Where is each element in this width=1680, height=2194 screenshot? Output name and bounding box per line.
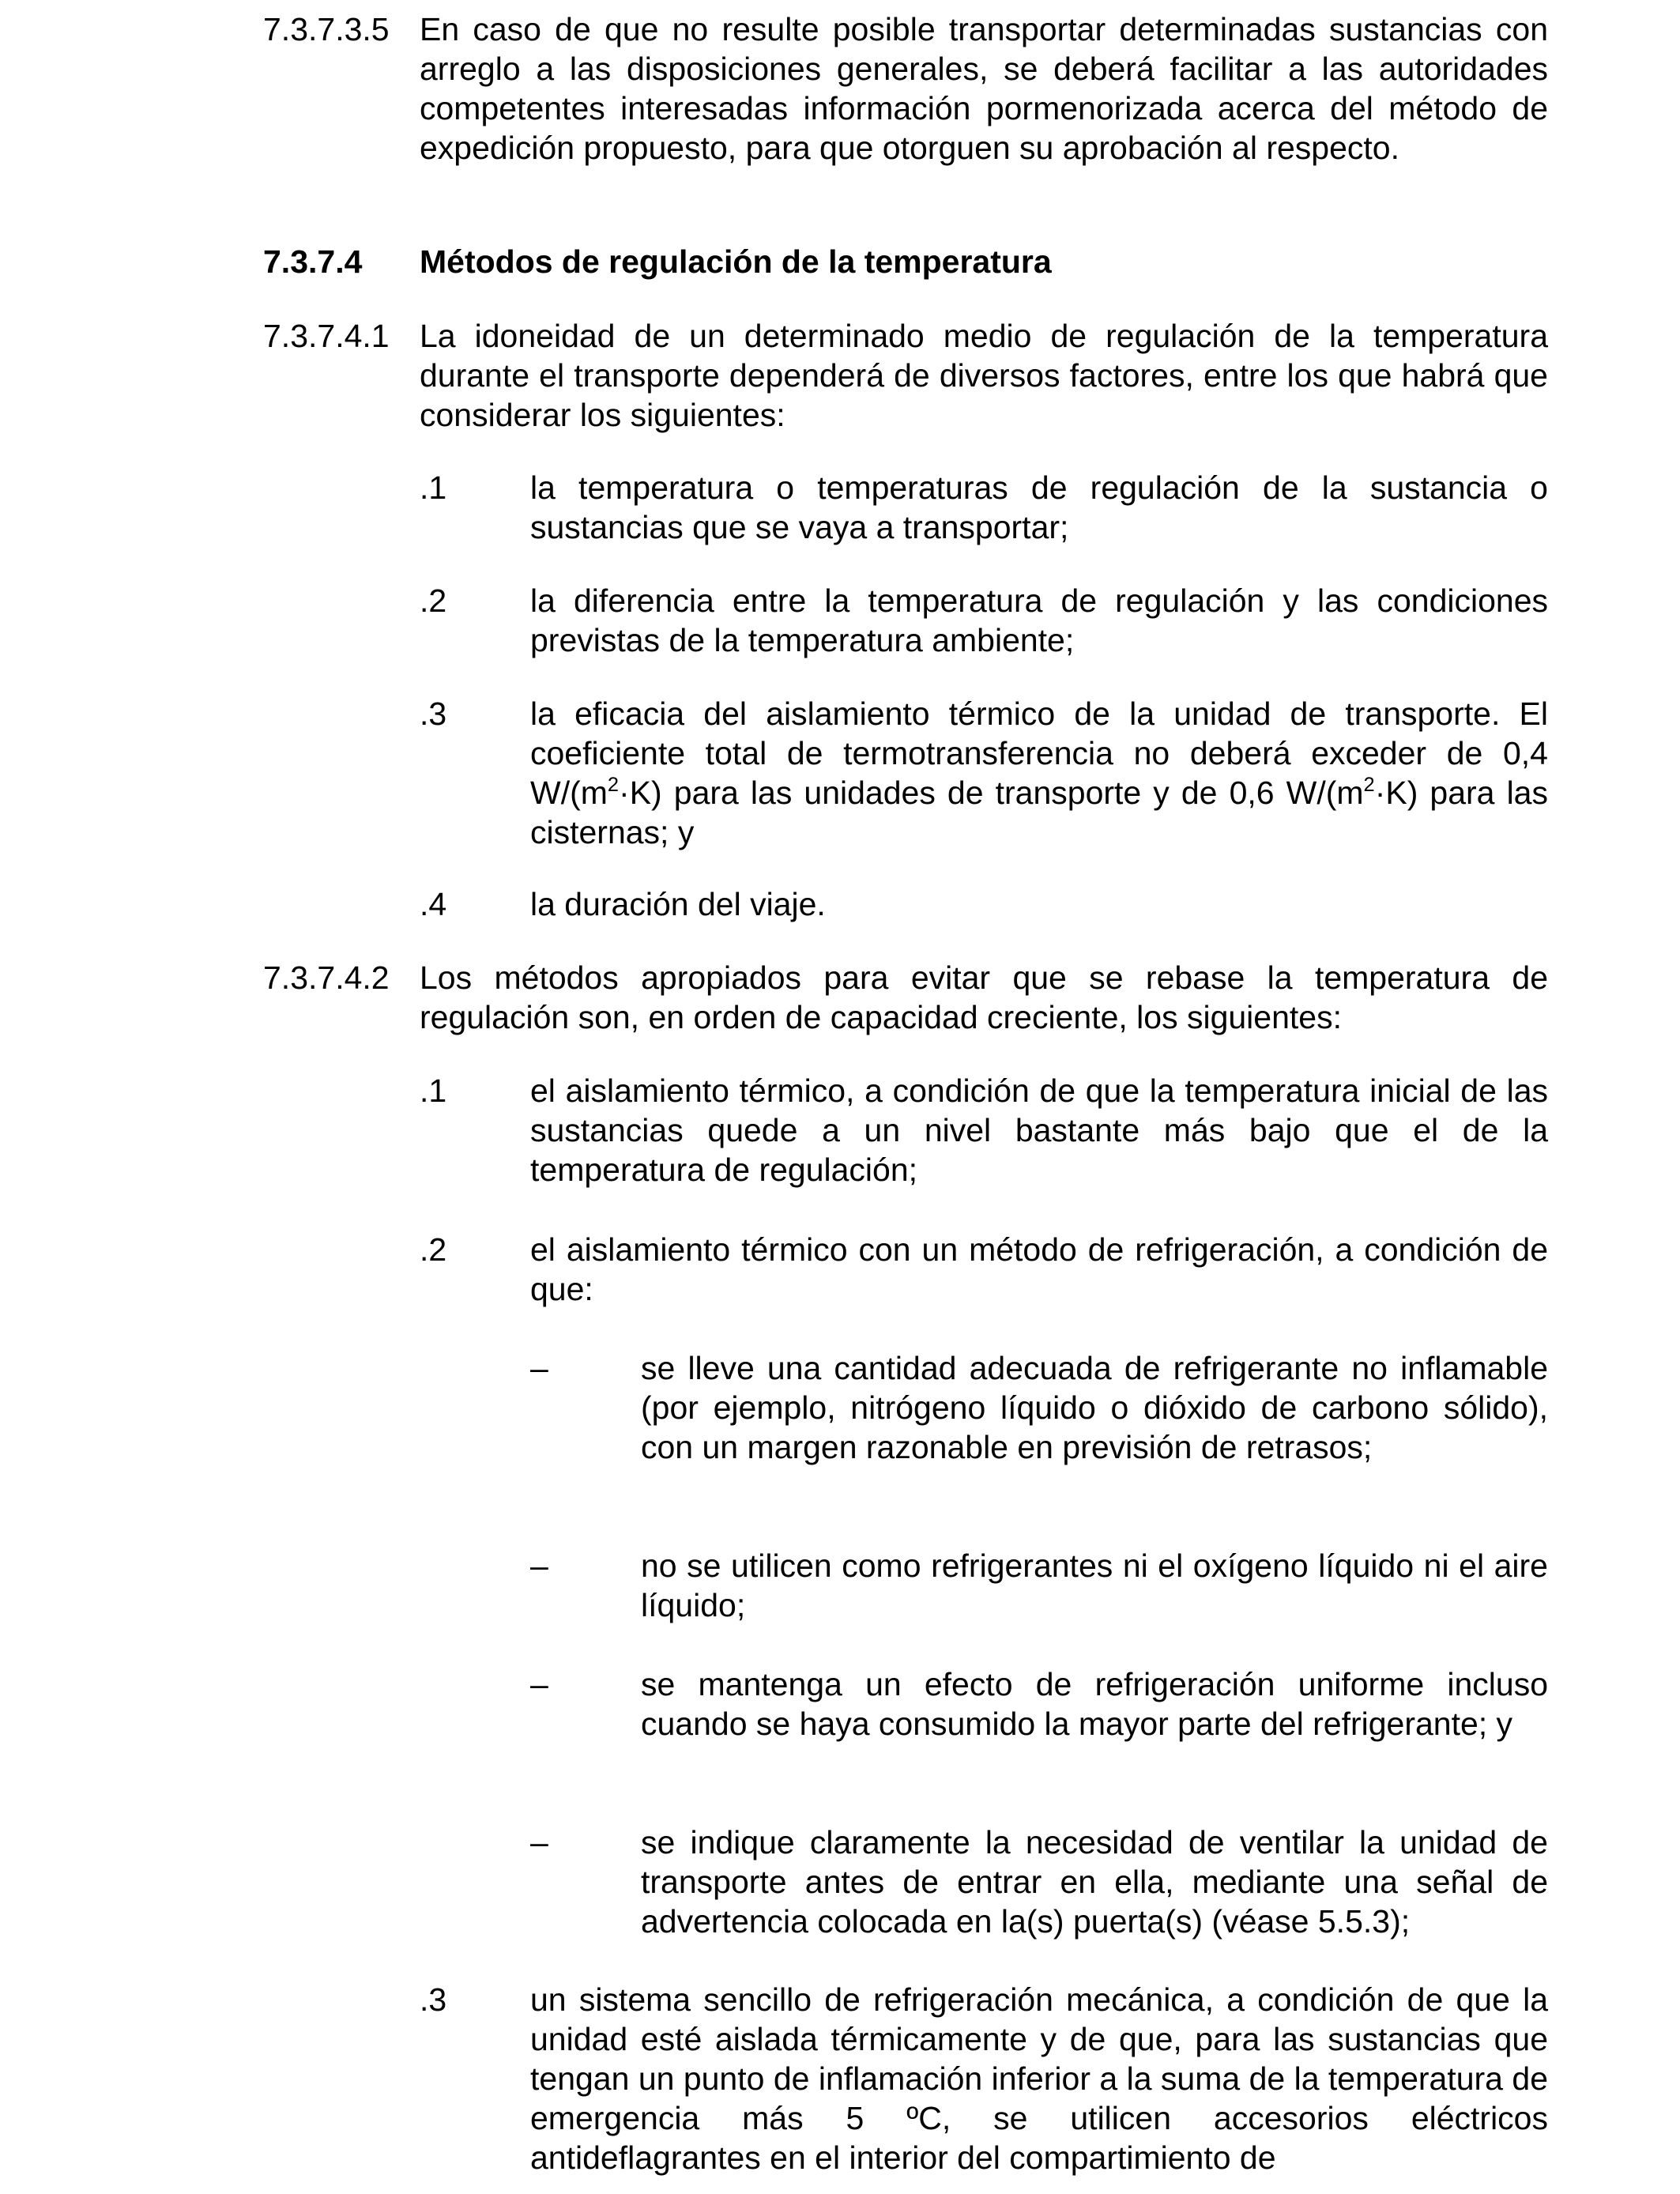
paragraph-text: Los métodos apropiados para evitar que se rebase la temperatura de regulación son, en orden de capacidad creciente, los siguientes:	[420, 959, 1548, 1035]
list-item-text	[530, 694, 1548, 852]
sub-list-item-text: se mantenga un efecto de refrigeración uniforme incluso cuando se haya consumido la mayor parte del refrigerante; y	[641, 1666, 1548, 1742]
list-item-text: el aislamiento térmico, a condición de que la temperatura inicial de las sustancias quede a un nivel bastante más bajo que el de la temperatura de regulación;	[530, 1072, 1548, 1188]
list-marker: .3	[420, 696, 447, 732]
list-item-text: la temperatura o temperaturas de regulación de la sustancia o sustancias que se vaya a transportar;	[530, 469, 1548, 545]
list-item-text: la diferencia entre la temperatura de regulación y las condiciones previstas de la temperatura ambiente;	[530, 582, 1548, 658]
list-item-text: el aislamiento térmico con un método de refrigeración, a condición de que:	[530, 1231, 1548, 1307]
paragraph-number: 7.3.7.4.2	[263, 959, 390, 996]
text-segment: ·K) para las unidades de transporte y de 0,6 W/(m	[619, 775, 1364, 811]
list-marker: .2	[420, 582, 447, 619]
superscript: 2	[1363, 774, 1375, 797]
text-segment: ·K) para las cisternas; y	[530, 775, 1548, 850]
list-item-text: la duración del viaje.	[530, 886, 826, 922]
section-number: 7.3.7.4	[263, 243, 363, 280]
paragraph-text: La idoneidad de un determinado medio de regulación de la temperatura durante el transporte dependerá de diversos factores, entre los que habrá que considerar los siguientes:	[420, 318, 1548, 433]
section-title: Métodos de regulación de la temperatura	[420, 243, 1052, 280]
superscript: 2	[607, 774, 620, 797]
dash-marker: –	[530, 1666, 548, 1702]
list-marker: .1	[420, 1072, 447, 1109]
list-marker: .1	[420, 469, 447, 506]
list-marker: .3	[420, 1981, 447, 2018]
dash-marker: –	[530, 1824, 548, 1860]
sub-list-item-text: se indique claramente la necesidad de ventilar la unidad de transporte antes de entrar en ella, mediante una señal de advertencia colocada en la(s) puerta(s) (véase 5.5.3);	[641, 1824, 1548, 1940]
dash-marker: –	[530, 1350, 548, 1386]
text-segment: la eficacia del aislamiento térmico de la unidad de transporte. El coeficiente total de termotransferencia no deberá exceder de 0,4 W/(m	[530, 696, 1548, 811]
paragraph-number: 7.3.7.3.5	[263, 11, 390, 47]
sub-list-item-text: se lleve una cantidad adecuada de refrigerante no inflamable (por ejemplo, nitrógeno líquido o dióxido de carbono sólido), con un margen razonable en previsión de retrasos;	[641, 1350, 1548, 1465]
dash-marker: –	[530, 1547, 548, 1584]
paragraph-text: En caso de que no resulte posible transportar determinadas sustancias con arreglo a las disposiciones generales, se deberá facilitar a las autoridades competentes interesadas información pormenorizada acerca del método de expedición propuesto, para que otorguen su aprobación al respecto.	[420, 11, 1548, 166]
list-item-text: un sistema sencillo de refrigeración mecánica, a condición de que la unidad esté aislada térmicamente y de que, para las sustancias que tengan un punto de inflamación inferior a la suma de la temperatura de emergencia más 5 ºC, se utilicen accesorios eléctricos antideflagrantes en el interior del compartimiento de	[530, 1981, 1548, 2176]
list-marker: .4	[420, 886, 447, 922]
sub-list-item-text: no se utilicen como refrigerantes ni el oxígeno líquido ni el aire líquido;	[641, 1547, 1548, 1623]
list-marker: .2	[420, 1231, 447, 1268]
paragraph-number: 7.3.7.4.1	[263, 318, 390, 354]
